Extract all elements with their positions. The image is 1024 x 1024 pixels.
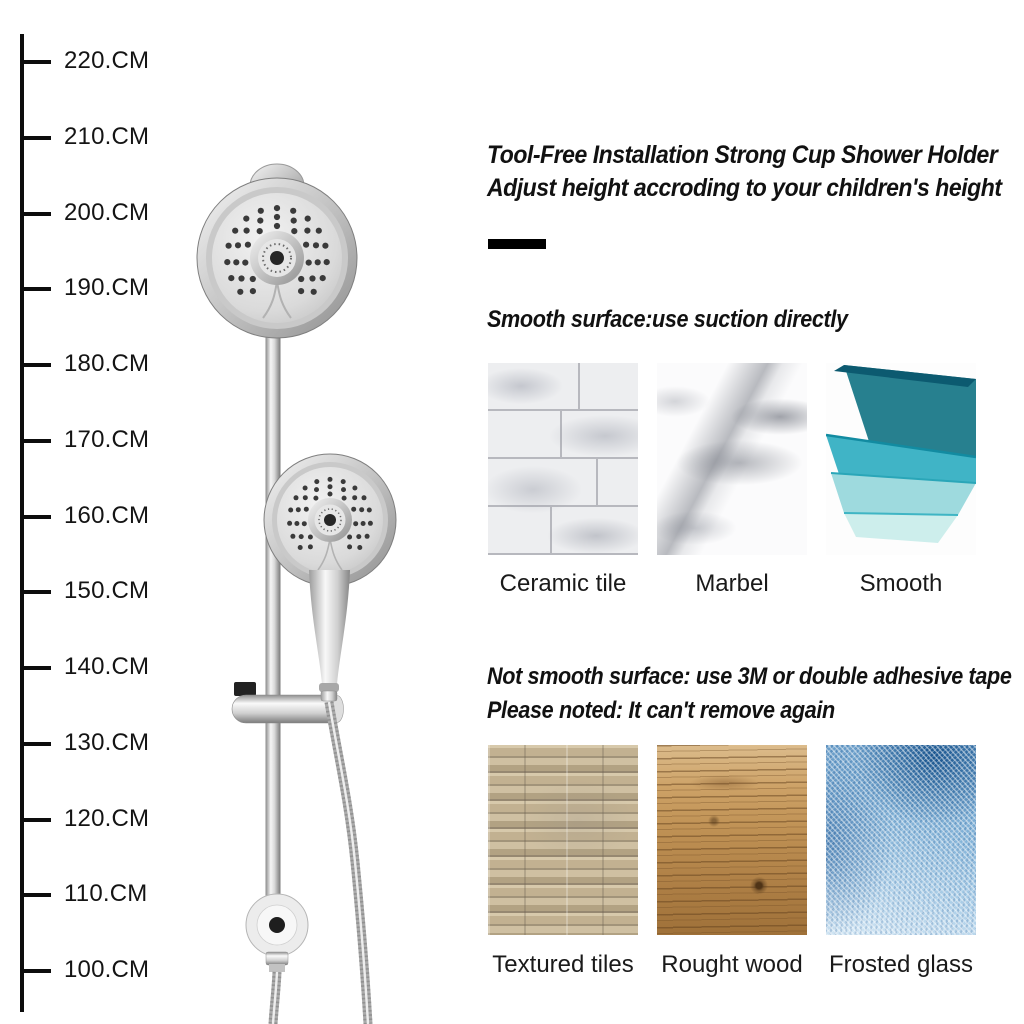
tick-mark — [24, 515, 51, 519]
swatch-label-smooth: Smooth — [859, 570, 943, 597]
ruler-axis-line — [20, 34, 24, 1012]
glass-sheets-illustration — [826, 363, 976, 555]
tick-mark — [24, 363, 51, 367]
tick-mark — [24, 666, 51, 670]
swatch-image-textured-tiles — [488, 745, 638, 935]
headline-line2: Adjust height accroding to your children's height — [487, 174, 1002, 202]
headline — [487, 139, 1002, 205]
tick-label: 100.CM — [64, 956, 150, 983]
tick-mark — [24, 60, 51, 64]
tick-label: 110.CM — [64, 880, 148, 908]
hose-tail — [273, 972, 277, 1024]
tick-label: 200.CM — [64, 198, 150, 226]
tick-label: 190.CM — [64, 274, 150, 302]
not-smooth-section-heading — [487, 660, 1012, 728]
top-shower-head — [197, 178, 357, 338]
tick-mark — [24, 439, 51, 443]
swatch-image-ceramic-tile — [488, 363, 638, 555]
not-smooth-heading-line2: Please noted: It can't remove again — [487, 697, 835, 724]
tick-mark — [24, 969, 51, 973]
tick-mark — [24, 893, 51, 897]
tick-mark — [24, 212, 51, 216]
shower-set-illustration — [180, 150, 420, 1024]
not-smooth-heading-line1: Not smooth surface: use 3M or double adhesive tape — [487, 663, 1012, 690]
swatch-image-smooth-glass — [826, 363, 976, 555]
tick-mark — [24, 287, 51, 291]
swatch-image-rough-wood — [657, 745, 807, 935]
tick-label: 130.CM — [64, 728, 150, 756]
tick-label: 140.CM — [64, 653, 150, 680]
tick-label: 220.CM — [64, 47, 150, 74]
swatch-image-marble — [657, 363, 807, 555]
shower-hose — [329, 702, 368, 1024]
swatch-image-frosted-glass — [826, 745, 976, 935]
swatch-label-textured-tiles: Textured tiles — [492, 951, 634, 978]
swatch-label-rought-wood: Rought wood — [661, 951, 803, 978]
tick-label: 210.CM — [64, 122, 150, 150]
tick-mark — [24, 742, 51, 746]
swatch-label-frosted-glass: Frosted glass — [828, 951, 974, 978]
smooth-section-heading: Smooth surface:use suction directly — [487, 306, 848, 333]
headline-line1: Tool-Free Installation Strong Cup Shower Holder — [487, 141, 998, 169]
divider-bar — [488, 239, 546, 249]
handle-cone — [309, 570, 350, 684]
tick-label: 180.CM — [64, 350, 150, 377]
tick-label: 160.CM — [64, 501, 150, 529]
bottom-suction-cup — [246, 894, 308, 972]
tick-mark — [24, 818, 51, 822]
tick-mark — [24, 136, 51, 140]
tick-label: 150.CM — [64, 577, 150, 605]
handheld-shower-head — [264, 454, 396, 701]
swatch-label-ceramic-tile: Ceramic tile — [499, 570, 627, 597]
tick-mark — [24, 590, 51, 594]
tick-label: 120.CM — [64, 804, 150, 832]
tick-label: 170.CM — [64, 425, 150, 453]
swatch-label-marbel: Marbel — [695, 570, 769, 597]
